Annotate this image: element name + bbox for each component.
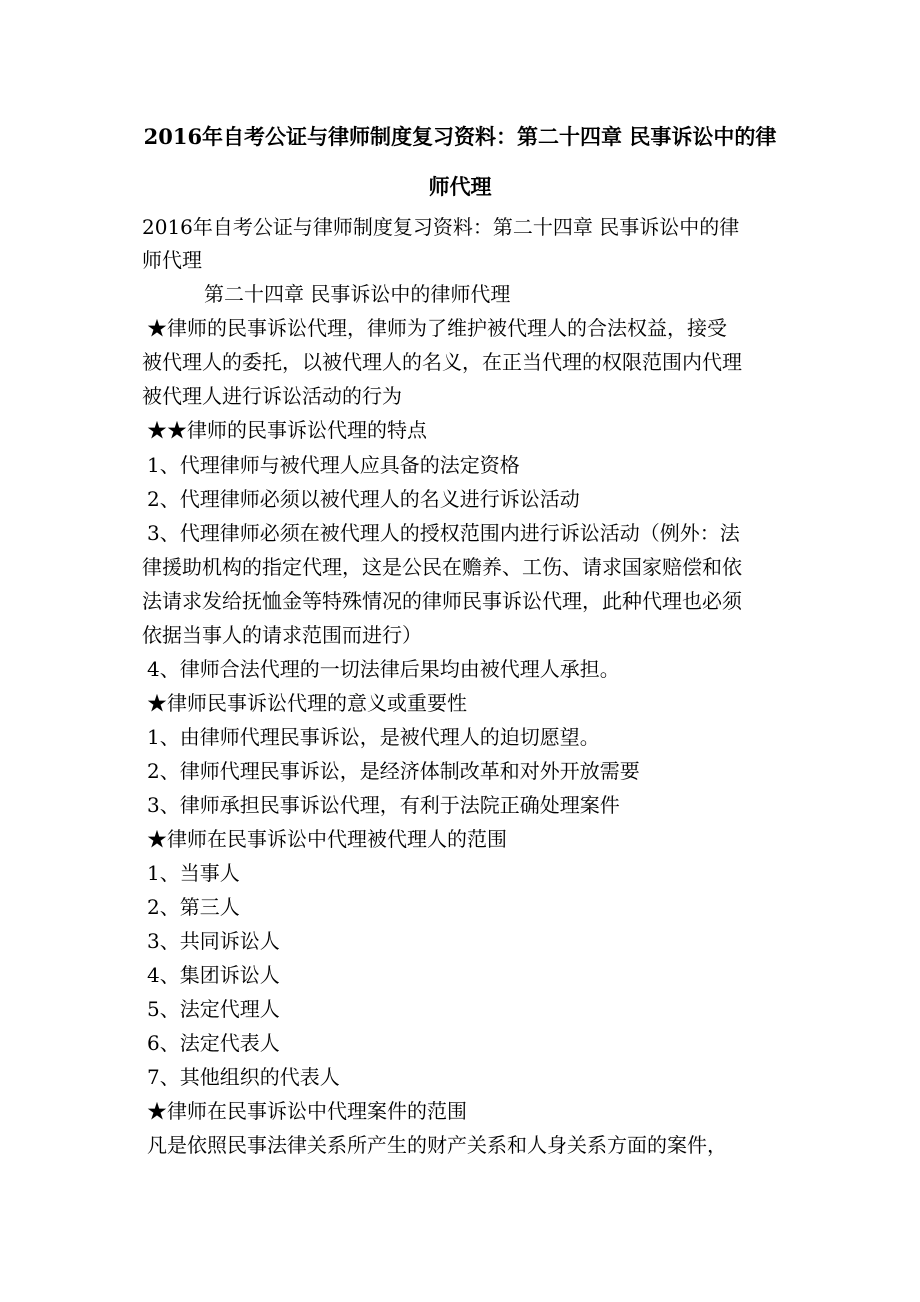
body-line: 师代理 <box>142 248 202 272</box>
body-line: 4、集团诉讼人 <box>147 963 280 987</box>
body-line: ★律师在民事诉讼中代理被代理人的范围 <box>147 827 507 851</box>
body-line: 1、当事人 <box>147 861 240 885</box>
body-line: 5、法定代理人 <box>147 997 280 1021</box>
body-line: 7、其他组织的代表人 <box>147 1065 340 1089</box>
body-line: 1、代理律师与被代理人应具备的法定资格 <box>147 453 520 477</box>
body-line: 3、共同诉讼人 <box>147 929 280 953</box>
body-line: 2、律师代理民事诉讼，是经济体制改革和对外开放需要 <box>147 759 640 783</box>
body-line: 3、律师承担民事诉讼代理，有利于法院正确处理案件 <box>147 793 620 817</box>
body-line: 3、代理律师必须在被代理人的授权范围内进行诉讼活动（例外：法 <box>147 521 740 545</box>
document-title-line-1: 2016年自考公证与律师制度复习资料：第二十四章 民事诉讼中的律 <box>143 124 777 149</box>
body-line: ★律师民事诉讼代理的意义或重要性 <box>147 691 467 715</box>
section-heading: 第二十四章 民事诉讼中的律师代理 <box>204 282 511 306</box>
body-line: 被代理人进行诉讼活动的行为 <box>142 384 402 408</box>
body-line: 2016年自考公证与律师制度复习资料：第二十四章 民事诉讼中的律 <box>142 215 740 239</box>
document-title-line-2: 师代理 <box>428 174 492 199</box>
body-line: 依据当事人的请求范围而进行） <box>142 623 422 647</box>
body-line: 被代理人的委托，以被代理人的名义，在正当代理的权限范围内代理 <box>142 350 742 374</box>
body-line: 4、律师合法代理的一切法律后果均由被代理人承担。 <box>147 657 620 681</box>
body-line: ★律师的民事诉讼代理，律师为了维护被代理人的合法权益，接受 <box>147 316 727 340</box>
body-line: 法请求发给抚恤金等特殊情况的律师民事诉讼代理，此种代理也必须 <box>142 589 742 613</box>
body-line: ★★律师的民事诉讼代理的特点 <box>147 418 427 442</box>
body-line: 凡是依照民事法律关系所产生的财产关系和人身关系方面的案件， <box>147 1133 727 1157</box>
body-line: 2、代理律师必须以被代理人的名义进行诉讼活动 <box>147 487 580 511</box>
body-line: ★律师在民事诉讼中代理案件的范围 <box>147 1099 467 1123</box>
body-line: 律援助机构的指定代理，这是公民在赡养、工伤、请求国家赔偿和依 <box>142 555 742 579</box>
body-line: 6、法定代表人 <box>147 1031 280 1055</box>
body-line: 2、第三人 <box>147 895 240 919</box>
body-line: 1、由律师代理民事诉讼，是被代理人的迫切愿望。 <box>147 725 600 749</box>
